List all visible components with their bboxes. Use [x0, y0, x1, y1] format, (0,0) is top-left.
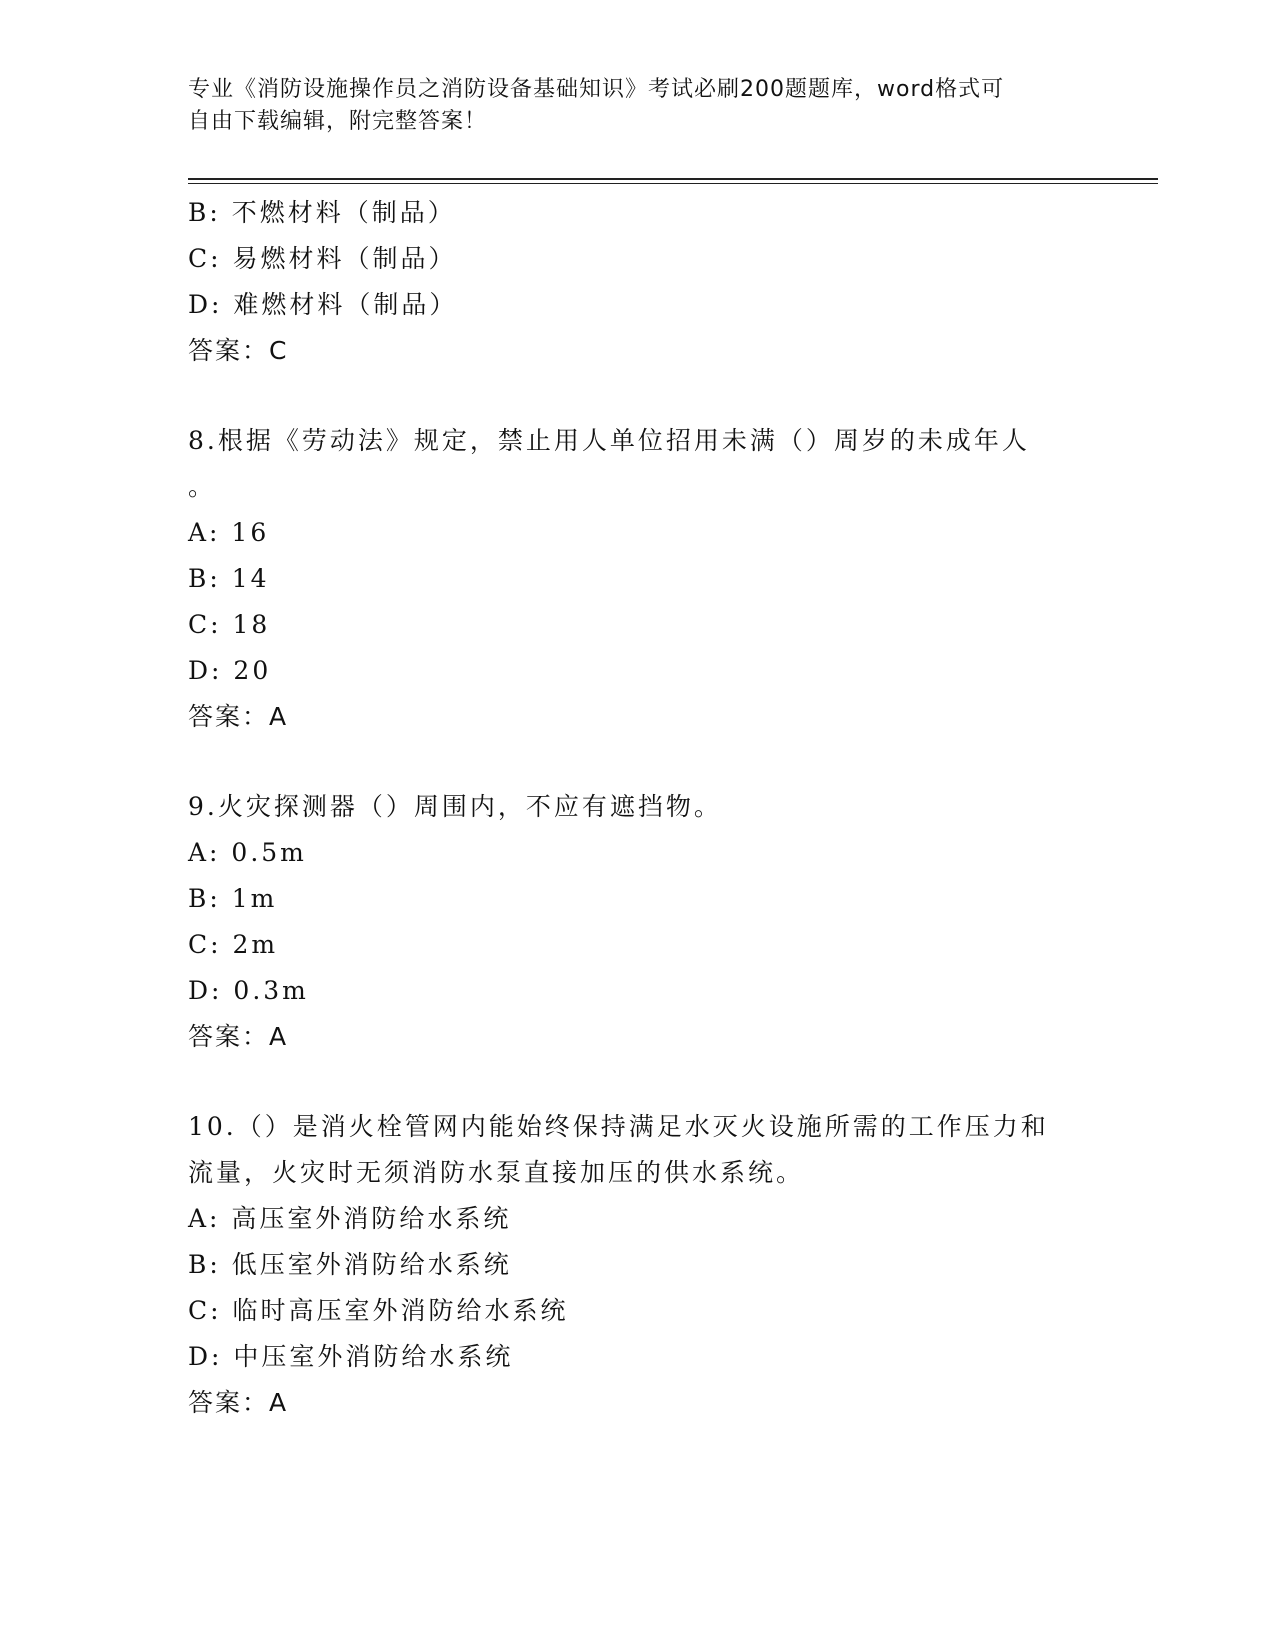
q10-answer: 答案：A [188, 1388, 289, 1417]
q8-question-line-2: 。 [188, 472, 217, 501]
q8-answer: 答案：A [188, 702, 289, 731]
header-line-2: 自由下载编辑，附完整答案！ [188, 109, 488, 134]
q8-option-a: A: 16 [188, 518, 270, 547]
q8-question-line-1: 8.根据《劳动法》规定，禁止用人单位招用未满（）周岁的未成年人 [188, 426, 1030, 455]
header-divider [188, 178, 1158, 184]
q9-answer: 答案：A [188, 1022, 289, 1051]
q9-option-d: D: 0.3m [188, 976, 309, 1005]
question-content [188, 190, 1088, 1426]
question-8-block [188, 418, 1088, 740]
q7-option-d: D: 难燃材料（制品） [188, 290, 458, 319]
q10-question-line-2: 流量，火灾时无须消防水泵直接加压的供水系统。 [188, 1158, 805, 1187]
q8-option-b: B: 14 [188, 564, 270, 593]
spacer [188, 1060, 1088, 1104]
q7-option-c: C: 易燃材料（制品） [188, 244, 457, 273]
question-7-block [188, 190, 1088, 374]
q9-question: 9.火灾探测器（）周围内，不应有遮挡物。 [188, 792, 722, 821]
q10-option-a: A: 高压室外消防给水系统 [188, 1204, 512, 1233]
question-9-block [188, 784, 1088, 1060]
q8-option-d: D: 20 [188, 656, 272, 685]
q9-option-a: A: 0.5m [188, 838, 307, 867]
q10-question-line-1: 10.（）是消火栓管网内能始终保持满足水灭火设施所需的工作压力和 [188, 1112, 1049, 1141]
q10-option-c: C: 临时高压室外消防给水系统 [188, 1296, 569, 1325]
spacer [188, 740, 1088, 784]
spacer [188, 374, 1088, 418]
q7-answer: 答案：C [188, 336, 289, 365]
q7-option-b: B: 不燃材料（制品） [188, 198, 456, 227]
header-line-1: 专业《消防设施操作员之消防设备基础知识》考试必刷200题题库，word格式可 [188, 77, 1005, 102]
q9-option-b: B: 1m [188, 884, 278, 913]
q10-option-d: D: 中压室外消防给水系统 [188, 1342, 514, 1371]
q8-option-c: C: 18 [188, 610, 271, 639]
q10-option-b: B: 低压室外消防给水系统 [188, 1250, 512, 1279]
q9-option-c: C: 2m [188, 930, 279, 959]
question-10-block [188, 1104, 1088, 1426]
document-header [188, 74, 1068, 138]
